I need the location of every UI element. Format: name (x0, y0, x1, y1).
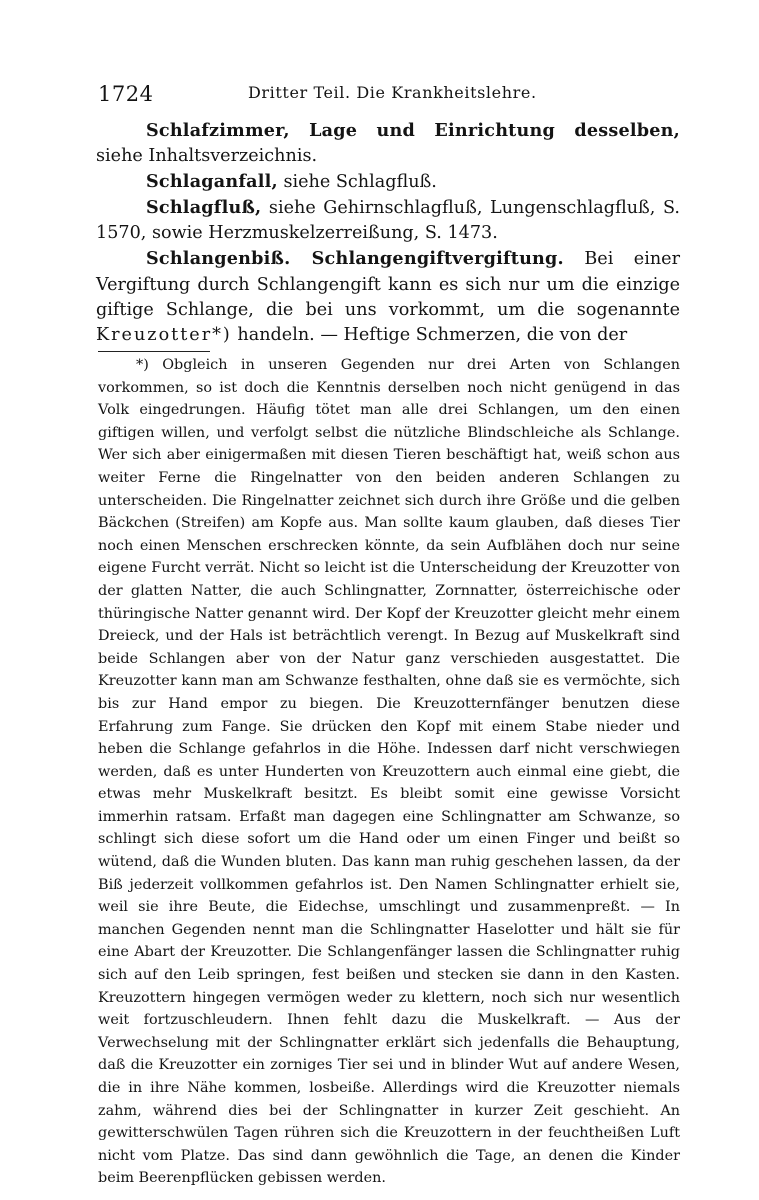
entry-schlaganfall (96, 169, 680, 195)
footnote-rule (98, 351, 210, 352)
entry-text: siehe Inhaltsverzeichnis. (96, 146, 318, 167)
main-text (96, 118, 680, 348)
page-number: 1724 (98, 82, 154, 106)
entry-text: handeln. — Heftige Schmerzen, die von der (231, 324, 628, 345)
entry-title: Schlangenbiß. Schlangengiftvergiftung. (146, 248, 564, 270)
entry-title: Schlagfluß, (146, 197, 262, 219)
footnote (98, 354, 680, 1190)
entry-schlafzimmer (96, 118, 680, 169)
entry-schlagfluss (96, 195, 680, 246)
running-head: Dritter Teil. Die Krankheitslehre. (248, 83, 537, 102)
entry-title: Schlaganfall, (146, 171, 278, 193)
entry-text: siehe Gehirnschlagfluß, Lungenschlagfluß, S. 1570, sowie Herzmuskelzerreißung, S. 1473. (96, 198, 680, 244)
entry-schlangenbiss (96, 246, 680, 347)
entry-text: siehe Schlagfluß. (277, 172, 437, 193)
entry-text: Bei einer Vergiftung durch Schlangengift kann es sich nur um die einzige giftige Schlange, die bei uns vorkommt, um die sogenannte (96, 249, 680, 320)
entry-emphasis: Kreuzotter*) (96, 324, 232, 345)
footnote-text: *) Obgleich in unseren Gegenden nur drei Arten von Schlangen vorkommen, so ist doch die Kenntnis derselben noch nicht genügend in das Volk eingedrungen. Häufig tötet man alle drei Schlangen, um den einen giftigen willen, und verfolgt selbst die nützliche Blindschleiche als Schlange. Wer sich aber einigermaßen mit diesen Tieren beschäftigt hat, weiß schon aus weiter Ferne die Ringelnatter von den beiden anderen Schlangen zu unterscheiden. Die Ringelnatter zeichnet sich durch ihre Größe und die gelben Bäckchen (Streifen) am Kopfe aus. Man sollte kaum glauben, daß dieses Tier noch einen Menschen erschrecken könnte, da sein Aufblähen doch nur seine eigene Furcht verrät. Nicht so leicht ist die Unterscheidung der Kreuzotter von der glatten Natter, die auch Schlingnatter, Zornnatter, österreichische oder thüringische Natter genannt wird. Der Kopf der Kreuzotter gleicht mehr einem Dreieck, und der Hals ist beträchtlich verengt. In Bezug auf Muskelkraft sind beide Schlangen aber von der Natur ganz verschieden ausgestattet. Die Kreuzotter kann man am Schwanze festhalten, ohne daß sie es vermöchte, sich bis zur Hand empor zu biegen. Die Kreuzotternfänger benutzen diese Erfahrung zum Fange. Sie drücken den Kopf mit einem Stabe nieder und heben die Schlange gefahrlos in die Höhe. Indessen darf nicht verschwiegen werden, daß es unter Hunderten von Kreuzottern auch einmal eine giebt, die etwas mehr Muskelkraft besitzt. Es bleibt somit eine gewisse Vorsicht immerhin ratsam. Erfaßt man dagegen eine Schlingnatter am Schwanze, so schlingt sich diese sofort um die Hand oder um einen Finger und beißt so wütend, daß die Wunden bluten. Das kann man ruhig geschehen lassen, da der Biß jederzeit vollkommen gefahrlos ist. Den Namen Schlingnatter erhielt sie, weil sie ihre Beute, die Eidechse, umschlingt und zusammenpreßt. — In manchen Gegenden nennt man die Schlingnatter Haselotter und hält sie für eine Abart der Kreuzotter. Die Schlangenfänger lassen die Schlingnatter ruhig sich auf den Leib springen, fest beißen und stecken sie dann in den Kasten. Kreuzottern hingegen vermögen weder zu klettern, noch sich nur wesentlich weit fortzuschleudern. Ihnen fehlt dazu die Muskelkraft. — Aus der Verwechselung mit der Schlingnatter erklärt sich jedenfalls die Behauptung, daß die Kreuzotter ein zorniges Tier sei und in blinder Wut auf andere Wesen, die in ihre Nähe kommen, losbeiße. Allerdings wird die Kreuzotter niemals zahm, während dies bei der Schlingnatter in kurzer Zeit geschieht. An gewitterschwülen Tagen rühren sich die Kreuzottern in der feuchtheißen Luft nicht vom Platze. Das sind dann gewöhnlich die Tage, an denen die Kinder beim Beerenpflücken gebissen werden. (98, 357, 680, 1187)
page-header (98, 82, 678, 112)
entry-title: Schlafzimmer, Lage und Einrichtung desselben, (146, 120, 680, 141)
